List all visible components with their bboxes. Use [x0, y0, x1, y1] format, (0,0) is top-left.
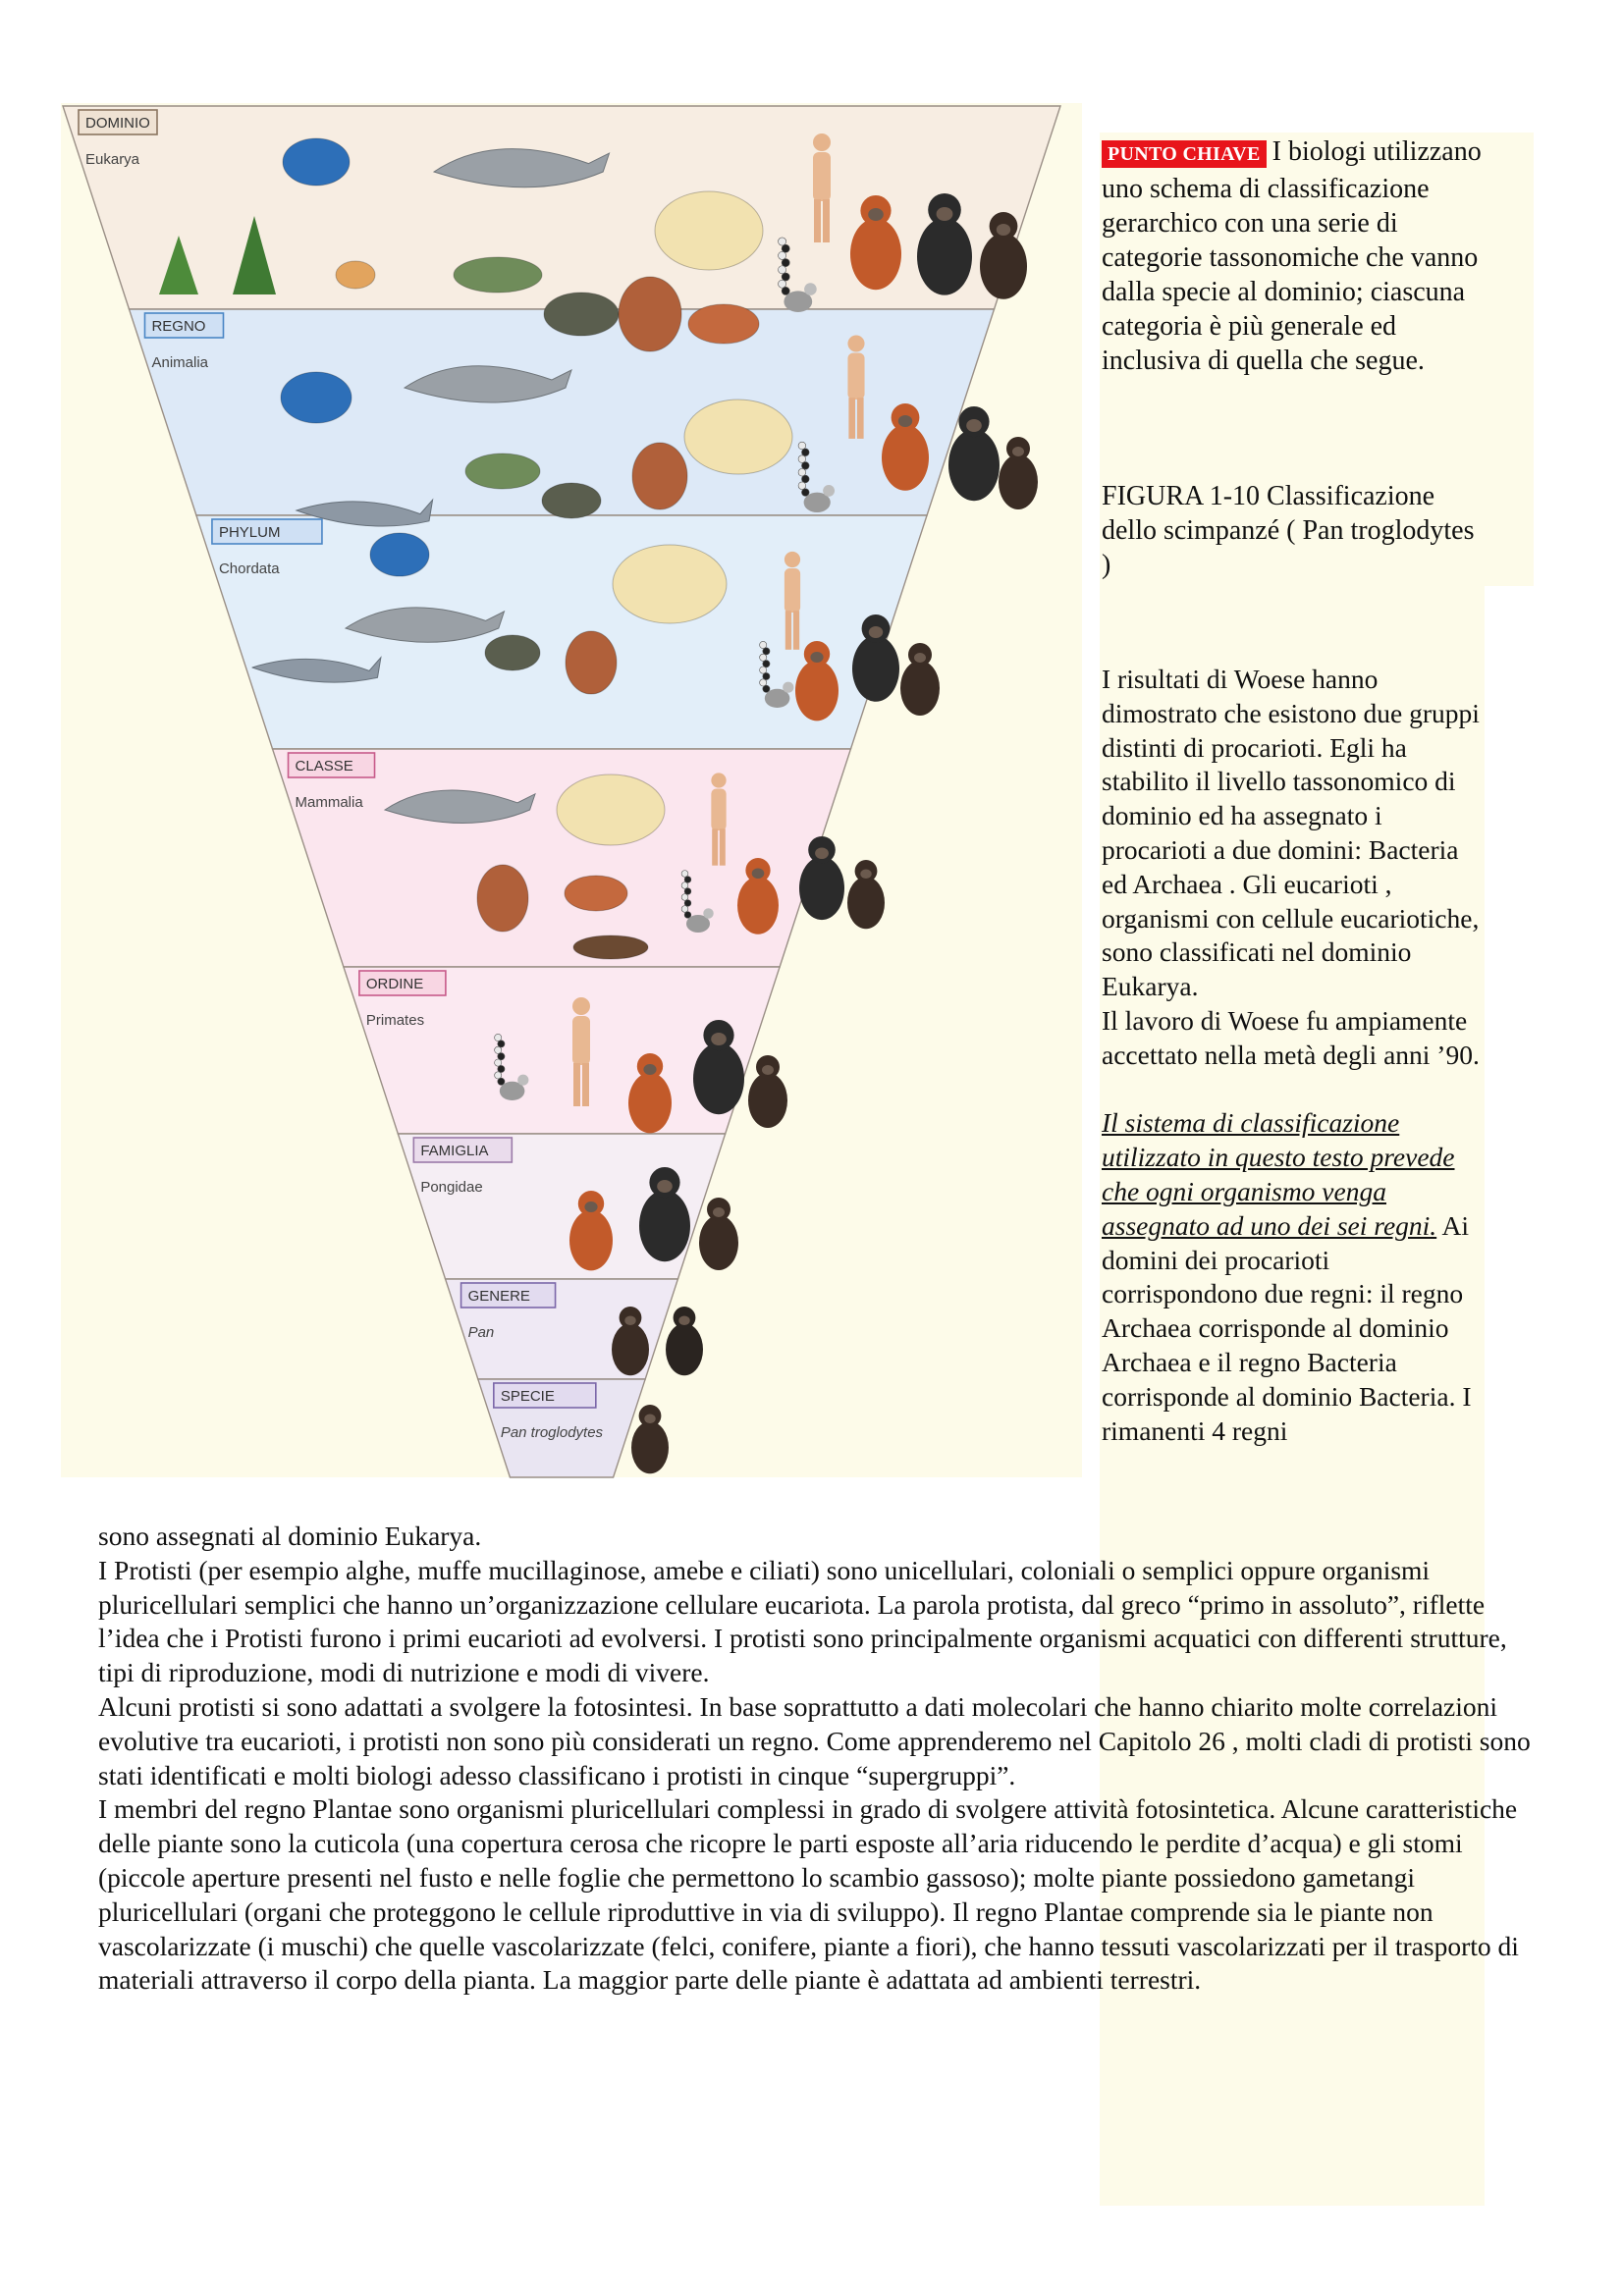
tier-taxon-label: Primates — [365, 1012, 425, 1029]
tier-band-dominio — [63, 106, 1060, 309]
woese-paragraph-1: I risultati di Woese hanno dimostrato che esistono due gruppi distinti di procarioti. Egli ha stabilito il livello tassonomico di dominio ed ha assegnato i procarioti a due domini: Bacteria ed Archaea . Gli eucarioti , organismi con cellule eucariotiche, sono classificati nel dominio Eukarya. — [1102, 664, 1480, 1002]
woese-paragraph-2: Il lavoro di Woese fu ampiamente accettato nella metà degli anni ’90. — [1102, 1004, 1480, 1070]
kangaroo-icon — [619, 277, 681, 351]
tier-rank-label: REGNO — [151, 318, 206, 335]
body-paragraph-protists-photosynthesis: Alcuni protisti si sono adattati a svolgere la fotosintesi. In base soprattutto a dati molecolari che hanno chiarito molte correlazioni evolutive tra eucarioti, i protisti non sono più considerati un regno. Come apprenderemo nel Capitolo 26 , molti cladi di protisti sono stati identificati e molti biologi adesso classificano i protisti in cinque “supergruppi”. — [98, 1690, 1531, 1790]
kangaroo-icon — [566, 631, 617, 694]
body-text — [98, 1520, 1532, 1998]
bonobo-icon — [666, 1307, 703, 1375]
tier-rank-label: SPECIE — [500, 1388, 555, 1405]
polar-bear-icon — [557, 774, 665, 845]
chimpanzee-icon — [631, 1405, 669, 1473]
tier-band-classe — [273, 749, 851, 967]
chimpanzee-icon — [900, 643, 940, 716]
figure-caption: FIGURA 1-10 Classificazione dello scimpanzé ( Pan troglodytes ) — [1102, 481, 1475, 580]
blue-fish-icon — [281, 372, 352, 423]
tier-rank-label: GENERE — [467, 1288, 530, 1305]
body-paragraph-1: sono assegnati al dominio Eukarya. — [98, 1521, 482, 1551]
kangaroo-icon — [477, 865, 528, 932]
tier-taxon-label: Pan troglodytes — [500, 1424, 604, 1441]
dog-icon — [565, 876, 627, 911]
chimpanzee-icon — [699, 1198, 738, 1270]
tier-rank-label: CLASSE — [295, 758, 353, 774]
classification-pyramid — [61, 103, 1082, 1487]
body-paragraph-plantae: I membri del regno Plantae sono organismi pluricellulari complessi in grado di svolgere attività fotosintetica. Alcune caratteristiche delle piante sono la cuticola (una copertura cerosa che ricopre le parti esposte all’aria riducendo le perdite d’acqua) e gli stomi (piccole aperture presenti nel fusto e nelle foglie che permettono lo scambio gassoso); molte piante possiedono gametangi pluricellulari (organi che proteggono le cellule riproduttive in via di sviluppo). Il regno Plantae comprende sia le piante non vascolarizzate (i muschi) che quelle vascolarizzate (felci, conifere, piante a fiori), che hanno tessuti vascolarizzati per il trasporto di materiali attraverso il corpo della pianta. La maggior parte delle piante è adattata ad ambienti terrestri. — [98, 1793, 1519, 1996]
turtle-icon — [544, 293, 619, 336]
turtle-icon — [542, 483, 601, 518]
fish-icon — [465, 454, 540, 489]
kangaroo-icon — [632, 443, 687, 509]
blue-fish-icon — [370, 533, 429, 576]
chimpanzee-icon — [847, 860, 885, 929]
polar-bear-icon — [655, 191, 763, 270]
kingdoms-paragraph: Ai domini dei procarioti corrispondono due regni: il regno Archaea corrisponde al dominio Archaea e il regno Bacteria corrisponde al dominio Bacteria. I rimanenti 4 regni — [1102, 1209, 1472, 1446]
tier-taxon-label: Chordata — [218, 561, 280, 577]
polar-bear-icon — [613, 545, 727, 623]
tier-taxon-label: Mammalia — [295, 794, 363, 811]
blue-fish-icon — [283, 138, 350, 186]
key-point-box — [1102, 134, 1485, 378]
chimpanzee-icon — [748, 1055, 787, 1128]
tier-rank-label: ORDINE — [365, 976, 424, 992]
tier-taxon-label: Eukarya — [85, 151, 140, 168]
tier-taxon-label: Pongidae — [420, 1179, 483, 1196]
body-paragraph-protists: I Protisti (per esempio alghe, muffe mucillaginose, amebe e ciliati) sono unicellulari, coloniali o semplici oppure organismi pluricellulari semplici che hanno un’organizzazione cellulare eucariota. La parola protista, dal greco “primo in assoluto”, riflette l’idea che i Protisti furono i primi eucarioti ad evolversi. I protisti sono principalmente organismi acquatici con differenti strutture, tipi di riproduzione, modi di nutrizione e modi di vivere. — [98, 1554, 1507, 1688]
tier-rank-label: FAMIGLIA — [420, 1143, 489, 1159]
polar-bear-icon — [684, 400, 792, 474]
tier-rank-label: DOMINIO — [85, 115, 150, 132]
woese-text — [1102, 663, 1485, 1448]
tier-taxon-label: Pan — [467, 1324, 495, 1341]
key-point-text: I biologi utilizzano uno schema di classificazione gerarchico con una serie di categorie tassonomiche che vanno dalla specie al dominio; ciascuna categoria è più generale ed inclusiva di quella che segue. — [1102, 136, 1482, 376]
turtle-icon — [485, 635, 540, 670]
six-kingdoms-statement: Il sistema di classificazione utilizzato in questo testo prevede che ogni organismo venga assegnato ad uno dei sei regni. — [1102, 1107, 1455, 1241]
dog-icon — [688, 304, 759, 344]
seastar-icon — [336, 261, 375, 289]
platypus-icon — [573, 935, 648, 959]
key-point-badge: PUNTO CHIAVE — [1102, 140, 1267, 168]
tier-taxon-label: Animalia — [151, 354, 209, 371]
tier-rank-label: PHYLUM — [218, 524, 281, 541]
chimpanzee-icon — [999, 437, 1038, 509]
fish-icon — [454, 257, 542, 293]
